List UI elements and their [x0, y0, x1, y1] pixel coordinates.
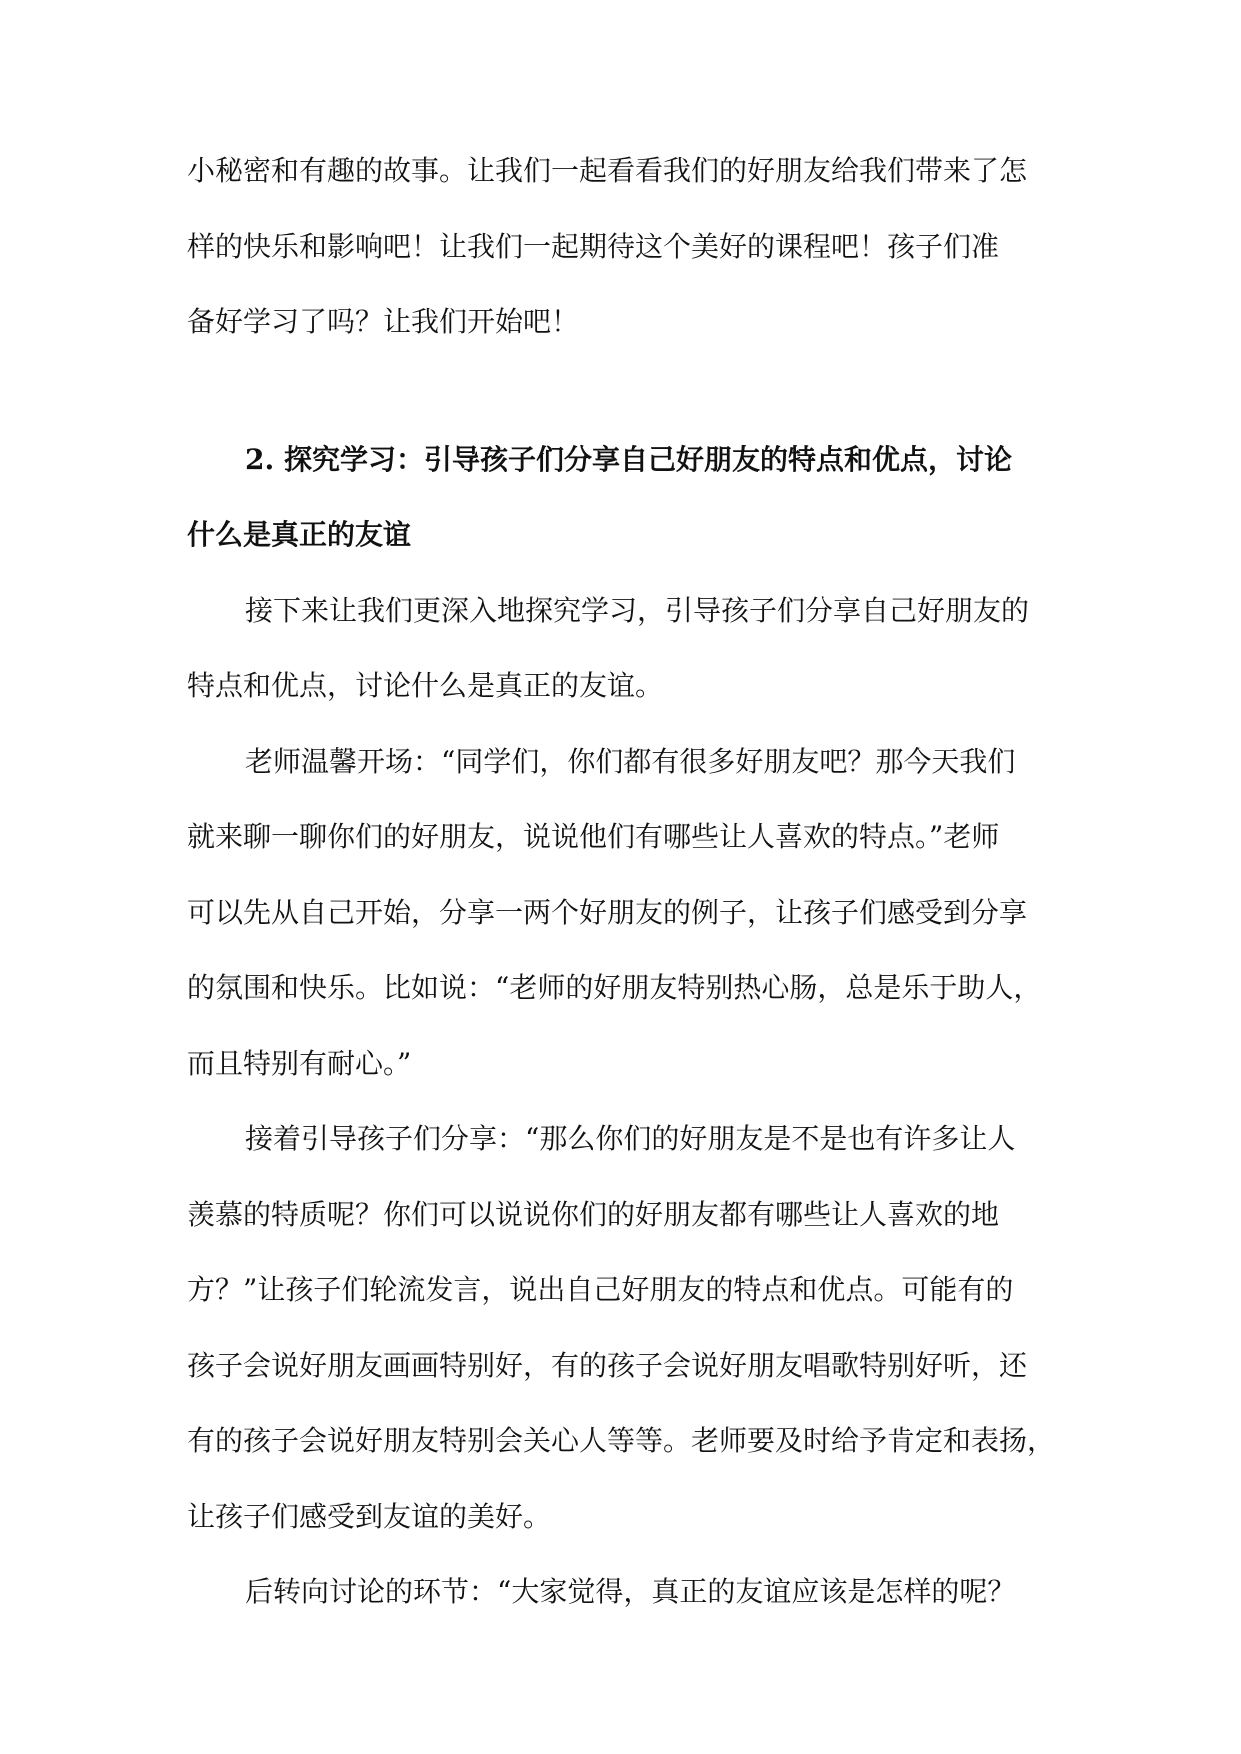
text-line: 而且特别有耐心。”: [187, 1046, 412, 1080]
section-heading: [187, 422, 1057, 573]
paragraph-gap: [187, 360, 1057, 422]
text-line: 方？”让孩子们轮流发言，说出自己好朋友的特点和优点。可能有的: [187, 1273, 1014, 1306]
intro-paragraph: [187, 133, 1057, 360]
text-line: 接着引导孩子们分享：“那么你们的好朋友是不是也有许多让人: [245, 1122, 1016, 1155]
text-line: 接下来让我们更深入地探究学习，引导孩子们分享自己好朋友的: [245, 593, 1030, 627]
paragraph-children-share: [187, 1101, 1057, 1554]
paragraph-explore: [187, 573, 1057, 724]
text-line: 让孩子们感受到友谊的美好。: [187, 1499, 552, 1533]
heading-line: 什么是真正的友谊: [187, 518, 412, 551]
text-line: 小秘密和有趣的故事。让我们一起看看我们的好朋友给我们带来了怎: [187, 154, 1028, 187]
text-line: 老师温馨开场：“同学们，你们都有很多好朋友吧？那今天我们: [245, 744, 1016, 778]
heading-line: 2. 探究学习：引导孩子们分享自己好朋友的特点和优点，讨论: [245, 442, 1012, 476]
text-line: 后转向讨论的环节：“大家觉得，真正的友谊应该是怎样的呢？: [245, 1575, 1016, 1608]
paragraph-discussion: [187, 1554, 1057, 1630]
text-line: 就来聊一聊你们的好朋友，说说他们有哪些让人喜欢的特点。”老师: [187, 820, 1000, 853]
text-line: 有的孩子会说好朋友特别会关心人等等。老师要及时给予肯定和表扬，: [187, 1424, 1056, 1457]
paragraph-teacher-opening: [187, 724, 1057, 1102]
text-line: 的氛围和快乐。比如说：“老师的好朋友特别热心肠，总是乐于助人，: [187, 971, 1042, 1004]
text-line: 备好学习了吗？让我们开始吧！: [187, 305, 580, 338]
text-line: 样的快乐和影响吧！让我们一起期待这个美好的课程吧！孩子们准: [187, 229, 1000, 263]
text-line: 羡慕的特质呢？你们可以说说你们的好朋友都有哪些让人喜欢的地: [187, 1197, 1000, 1231]
text-line: 特点和优点，讨论什么是真正的友谊。: [187, 669, 664, 702]
text-line: 孩子会说好朋友画画特别好，有的孩子会说好朋友唱歌特别好听，还: [187, 1348, 1028, 1382]
document-body: [187, 133, 1057, 1630]
text-line: 可以先从自己开始，分享一两个好朋友的例子，让孩子们感受到分享: [187, 895, 1028, 929]
